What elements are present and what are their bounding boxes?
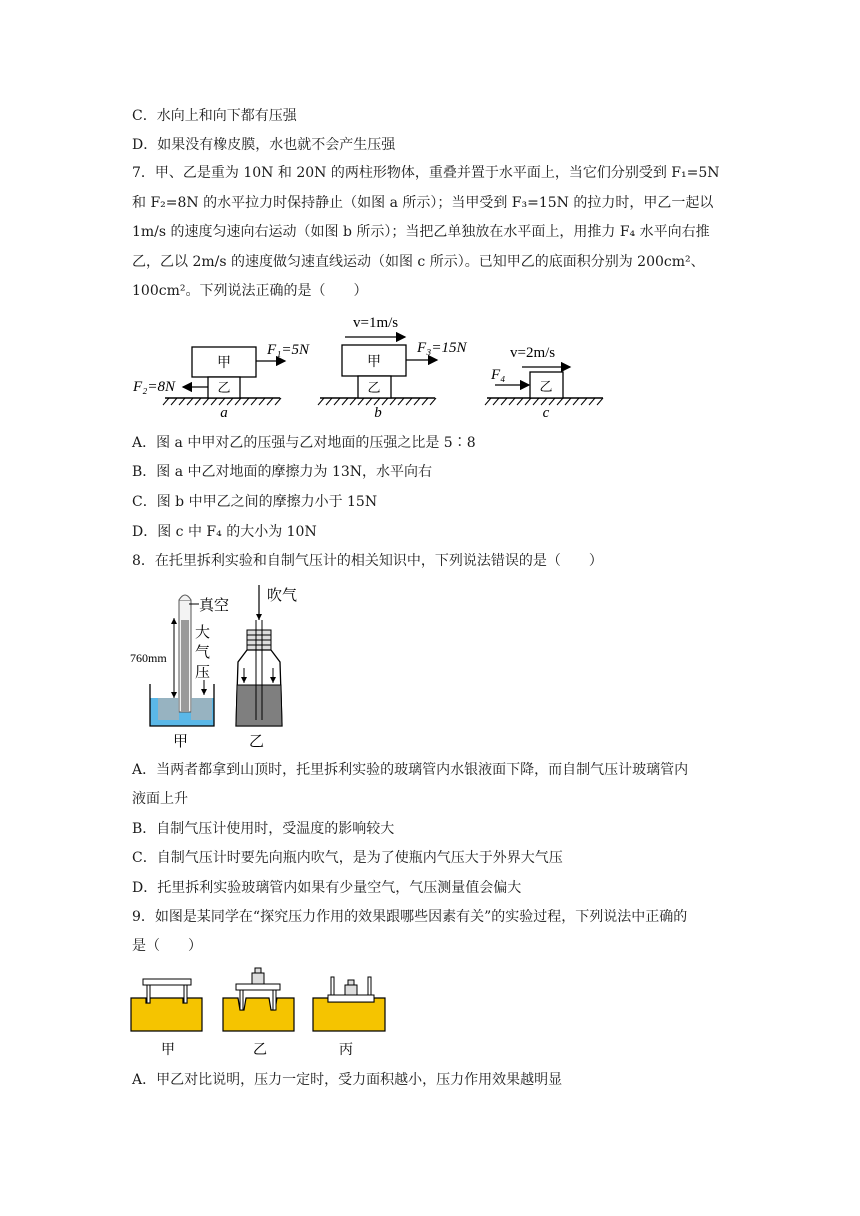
q8-option-a-line1: A．当两者都拿到山顶时，托里拆利实验的玻璃管内水银液面下降，而自制气压计玻璃管内 bbox=[132, 762, 689, 778]
atm-char-2: 气 bbox=[195, 645, 211, 661]
q7-stem-line3: 1m/s 的速度匀速向右运动（如图 b 所示）；当把乙单独放在水平面上，用推力 F₄ 水平向右推 bbox=[132, 224, 710, 240]
q8-figure bbox=[128, 580, 318, 750]
q7-stem-line1: 7．甲、乙是重为 10N 和 20N 的两柱形物体，重叠并置于水平面上，当它们分别受到 F₁=5N bbox=[132, 165, 720, 181]
homemade-barometer bbox=[236, 585, 297, 750]
q9-stem-line1: 9．如图是某同学在“探究压力作用的效果跟哪些因素有关”的实验过程，下列说法中正确的 bbox=[132, 909, 688, 925]
q9-stem-line2: 是（ ） bbox=[132, 938, 202, 954]
label-jia-b: 甲 bbox=[367, 355, 381, 370]
speed-label-c: v=2m/s bbox=[510, 345, 556, 361]
q7-option-d: D．图 c 中 F₄ 的大小为 10N bbox=[132, 524, 317, 540]
weight-yi bbox=[252, 973, 264, 984]
barometer-liquid bbox=[236, 685, 282, 726]
force-f1-label: F₁=5N bbox=[267, 342, 310, 358]
sponge-setup-bing bbox=[313, 977, 385, 1058]
q6-option-d: D．如果没有橡皮膜，水也就不会产生压强 bbox=[132, 137, 396, 153]
sponge-bing bbox=[313, 998, 385, 1031]
caption-q9-3: 丙 bbox=[339, 1043, 353, 1058]
sponge-setup-jia bbox=[131, 979, 202, 1058]
q7-stem-line5: 100cm²。下列说法正确的是（ ） bbox=[132, 283, 368, 299]
label-yi-b: 乙 bbox=[367, 380, 381, 395]
caption-c: c bbox=[542, 405, 550, 421]
height-label: 760mm bbox=[130, 651, 167, 665]
atm-char-3: 压 bbox=[195, 665, 211, 681]
caption-q9-2: 乙 bbox=[253, 1043, 267, 1058]
speed-label-b: v=1m/s bbox=[353, 315, 399, 331]
q7-fig-a bbox=[132, 342, 310, 421]
weight-bing bbox=[345, 985, 357, 995]
caption-yi-q8: 乙 bbox=[249, 734, 265, 750]
sponge-setup-yi bbox=[223, 968, 294, 1058]
q7-fig-c bbox=[485, 345, 603, 421]
blow-label: 吹气 bbox=[267, 588, 298, 604]
sponge-jia bbox=[131, 998, 202, 1031]
vacuum-label: 真空 bbox=[199, 598, 230, 614]
q9-figure bbox=[128, 965, 393, 1060]
caption-a: a bbox=[220, 405, 228, 421]
q6-option-c: C．水向上和向下都有压强 bbox=[132, 108, 297, 124]
caption-q9-1: 甲 bbox=[161, 1043, 175, 1058]
caption-b: b bbox=[374, 405, 382, 421]
caption-jia-q8: 甲 bbox=[173, 734, 189, 750]
q8-option-b: B．自制气压计使用时，受温度的影响较大 bbox=[132, 821, 395, 837]
q8-option-d: D．托里拆利实验玻璃管内如果有少量空气，气压测量值会偏大 bbox=[132, 880, 522, 896]
q7-figure bbox=[125, 305, 615, 425]
force-f4-label: F₄ bbox=[491, 367, 506, 383]
q7-fig-b bbox=[318, 315, 467, 421]
q8-option-a-line2: 液面上升 bbox=[132, 791, 188, 807]
atm-char-1: 大 bbox=[195, 625, 211, 641]
q7-option-c: C．图 b 中甲乙之间的摩擦力小于 15N bbox=[132, 494, 378, 510]
label-jia-a: 甲 bbox=[217, 356, 231, 371]
q7-option-a: A．图 a 中甲对乙的压强与乙对地面的压强之比是 5∶8 bbox=[132, 435, 476, 451]
q7-stem-line4: 乙，乙以 2m/s 的速度做匀速直线运动（如图 c 所示）。已知甲乙的底面积分别为 200cm²、 bbox=[132, 254, 705, 270]
force-f3-label: F₃=15N bbox=[417, 340, 467, 356]
force-f2-label: F₂=8N bbox=[133, 379, 176, 395]
q8-stem: 8．在托里拆利实验和自制气压计的相关知识中，下列说法错误的是（ ） bbox=[132, 553, 603, 569]
q9-option-a: A．甲乙对比说明，压力一定时，受力面积越小，压力作用效果越明显 bbox=[132, 1072, 563, 1088]
label-yi-a: 乙 bbox=[217, 380, 231, 395]
q7-stem-line2: 和 F₂=8N 的水平拉力时保持静止（如图 a 所示）；当甲受到 F₃=15N 的拉力时，甲乙一起以 bbox=[132, 195, 714, 211]
torricelli-apparatus bbox=[130, 595, 229, 750]
q7-option-b: B．图 a 中乙对地面的摩擦力为 13N，水平向右 bbox=[132, 464, 433, 480]
sponge-yi bbox=[223, 998, 294, 1031]
label-yi-c: 乙 bbox=[539, 379, 553, 394]
q8-option-c: C．自制气压计时要先向瓶内吹气，是为了使瓶内气压大于外界大气压 bbox=[132, 850, 563, 866]
